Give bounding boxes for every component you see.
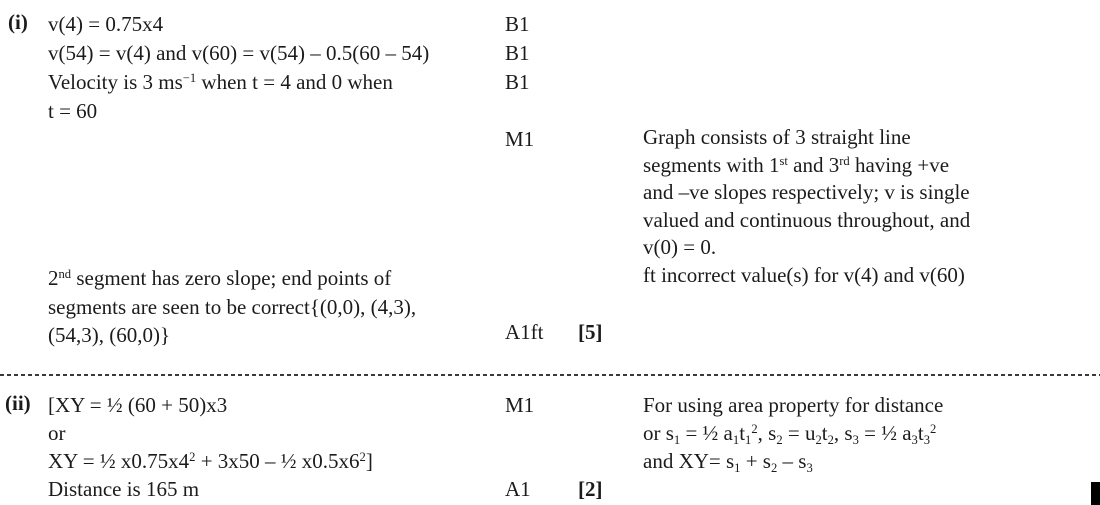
text-line: [XY = ½ (60 + 50)x3 <box>48 393 228 417</box>
text-line: Graph consists of 3 straight line <box>643 125 911 149</box>
text-line: t = 60 <box>48 99 98 123</box>
mark-b1-second: B1 <box>505 41 530 65</box>
text-line: Velocity is 3 $ms^{-1}$ when t = 4 and 0 when <box>48 70 393 94</box>
mark-a1ft-part-i: A1ft <box>505 320 544 344</box>
page-edge-scan-artifact <box>1091 482 1100 505</box>
text-line: For using area property for distance <box>643 393 944 417</box>
mark-b1-third: B1 <box>505 70 530 94</box>
part-ii-label: (ii) <box>5 391 31 415</box>
text-line: valued and continuous throughout, and <box>643 207 971 232</box>
mark-b1-first: B1 <box>505 12 530 36</box>
part-ii-working-block <box>48 391 373 503</box>
text-line: or <box>48 421 66 445</box>
mark-m1-part-i: M1 <box>505 127 535 151</box>
part-i-comments-block <box>643 124 970 289</box>
text-line: (54,3), (60,0)} <box>48 323 171 347</box>
text-line: and –ve slopes respectively; v is single <box>643 180 970 204</box>
text-line: and $XY= s_1 + s_2 - s_3$ <box>643 449 813 475</box>
text-line: XY = ½ $x0.75x4^2 + 3x50$ – ½ $x0.5x6^2$] <box>48 449 373 473</box>
text-line: ft incorrect value(s) for v(4) and v(60) <box>643 262 965 287</box>
mark-a1-part-ii: A1 <box>505 477 531 501</box>
text-line: v(0) = 0. <box>643 235 717 259</box>
part-i-working-block-2 <box>48 264 416 350</box>
text-line: v(4) = 0.75x4 <box>48 12 164 36</box>
text-line: Distance is 165 m <box>48 477 200 501</box>
text-line: segments with 1st and 3rd having +ve <box>643 152 950 177</box>
text-line: or $s_1$ = ½ $a_1t_1^2$, $s_2 = u_2t_2$, $s_3$ = ½ $a_3t_3^2$ <box>643 421 937 447</box>
total-marks-part-i: [5] <box>578 320 603 344</box>
total-marks-part-ii: [2] <box>578 477 603 501</box>
mark-m1-part-ii: M1 <box>505 393 535 417</box>
part-i-label: (i) <box>8 10 28 34</box>
text-line: v(54) = v(4) and v(60) = v(54) – 0.5(60 – 54) <box>48 41 430 65</box>
text-line: segments are seen to be correct{(0,0), (4,3), <box>48 294 417 319</box>
part-i-working-block-1 <box>48 10 429 126</box>
text-line: 2nd segment has zero slope; end points of <box>48 266 392 290</box>
part-ii-comments-block <box>643 391 943 475</box>
section-divider-dashed-line <box>0 374 1100 376</box>
